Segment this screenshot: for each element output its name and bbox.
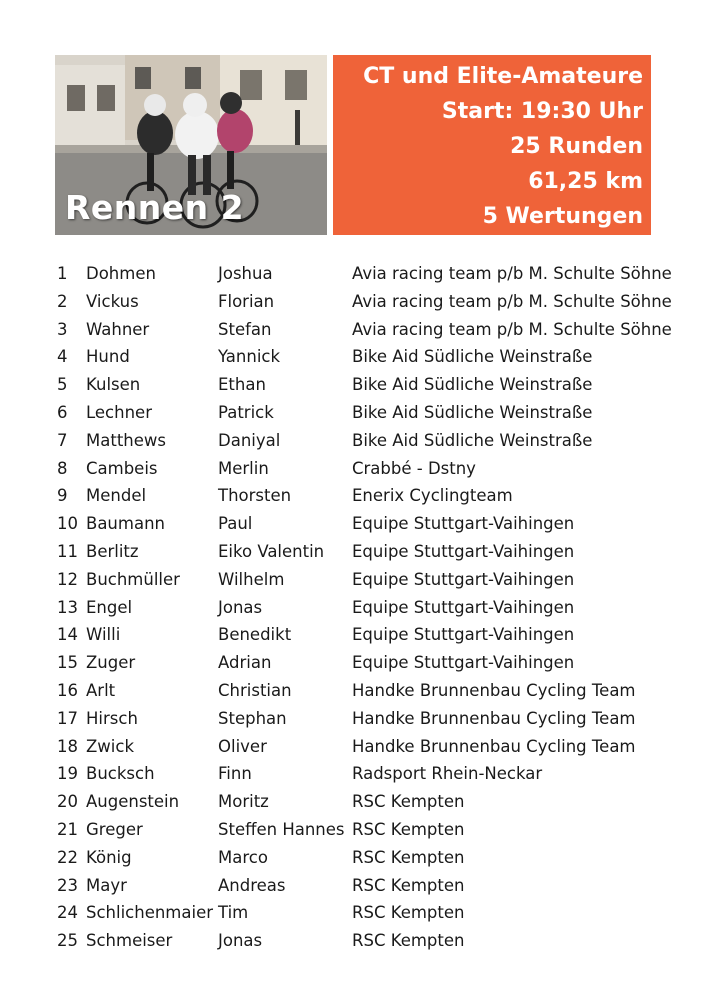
rider-last-name: Hund (86, 347, 130, 367)
rider-row (57, 899, 677, 927)
rider-first-name: Stephan (218, 708, 287, 728)
rider-first-name: Yannick (218, 347, 281, 367)
rider-team: Crabbé - Dstny (352, 458, 476, 478)
rider-first-name: Joshua (218, 264, 273, 283)
rider-last-name: Vickus (86, 291, 139, 311)
rider-number: 21 (57, 819, 78, 839)
rider-number: 24 (57, 903, 78, 923)
rider-last-name: Willi (86, 625, 121, 645)
race-category: CT und Elite-Amateure (363, 64, 643, 89)
rider-row (57, 705, 677, 733)
rider-first-name: Ethan (218, 375, 266, 395)
rider-number: 5 (57, 375, 68, 395)
race-photo (55, 55, 327, 235)
rider-row (57, 733, 677, 761)
rider-number: 4 (57, 347, 68, 367)
rider-first-name: Finn (218, 764, 252, 784)
rider-number: 18 (57, 736, 78, 756)
rider-number: 17 (57, 708, 78, 728)
rider-team: RSC Kempten (352, 931, 465, 951)
rider-first-name: Paul (218, 514, 253, 534)
rider-row (57, 482, 677, 510)
rider-last-name: Schmeiser (86, 931, 173, 951)
rider-number: 14 (57, 625, 78, 645)
race-start-time: Start: 19:30 Uhr (441, 99, 643, 124)
rider-row (57, 316, 677, 344)
rider-number: 23 (57, 875, 78, 895)
rider-first-name: Patrick (218, 402, 274, 422)
rider-last-name: Zwick (86, 736, 135, 756)
rider-first-name: Jonas (218, 931, 263, 951)
rider-first-name: Stefan (218, 319, 272, 339)
rider-number: 25 (57, 931, 78, 951)
rider-last-name: Wahner (86, 319, 150, 339)
rider-last-name: Matthews (86, 430, 166, 450)
rider-row (57, 927, 677, 955)
race-title: Rennen 2 (65, 188, 245, 227)
rider-first-name: Adrian (218, 653, 272, 673)
rider-first-name: Daniyal (218, 430, 281, 450)
rider-team: Avia racing team p/b M. Schulte Söhne (352, 319, 672, 339)
rider-first-name: Benedikt (218, 625, 292, 645)
rider-number: 12 (57, 569, 78, 589)
rider-team: Equipe Stuttgart-Vaihingen (352, 625, 575, 645)
rider-row (57, 788, 677, 816)
rider-number: 20 (57, 792, 78, 812)
rider-first-name: Jonas (218, 597, 263, 617)
rider-row (57, 566, 677, 594)
rider-first-name: Christian (218, 680, 292, 700)
rider-last-name: Hirsch (86, 708, 138, 728)
rider-team: Radsport Rhein-Neckar (352, 764, 543, 784)
rider-number: 3 (57, 319, 68, 339)
rider-first-name: Marco (218, 847, 268, 867)
rider-number: 13 (57, 597, 78, 617)
rider-team: Handke Brunnenbau Cycling Team (352, 708, 636, 728)
rider-row (57, 288, 677, 316)
rider-team: Equipe Stuttgart-Vaihingen (352, 597, 575, 617)
rider-team: Avia racing team p/b M. Schulte Söhne (352, 264, 672, 283)
rider-first-name: Thorsten (218, 486, 292, 506)
race-sprints: 5 Wertungen (482, 204, 643, 229)
rider-first-name: Wilhelm (218, 569, 285, 589)
rider-team: RSC Kempten (352, 792, 465, 812)
rider-team: Handke Brunnenbau Cycling Team (352, 680, 636, 700)
rider-number: 9 (57, 486, 68, 506)
rider-last-name: Lechner (86, 402, 152, 422)
race-info-box (333, 55, 651, 235)
rider-row (57, 538, 677, 566)
rider-row (57, 427, 677, 455)
rider-row (57, 621, 677, 649)
rider-team: RSC Kempten (352, 903, 465, 923)
rider-row (57, 872, 677, 900)
rider-team: Enerix Cyclingteam (352, 486, 513, 506)
rider-team: Equipe Stuttgart-Vaihingen (352, 569, 575, 589)
rider-team: Bike Aid Südliche Weinstraße (352, 430, 593, 450)
rider-last-name: Engel (86, 597, 133, 617)
rider-team: Handke Brunnenbau Cycling Team (352, 736, 636, 756)
rider-last-name: Zuger (86, 653, 136, 673)
rider-team: Bike Aid Südliche Weinstraße (352, 402, 593, 422)
rider-row (57, 371, 677, 399)
rider-last-name: Greger (86, 819, 143, 839)
race-laps: 25 Runden (510, 134, 643, 159)
rider-last-name: Dohmen (86, 264, 156, 283)
rider-number: 7 (57, 430, 68, 450)
rider-number: 19 (57, 764, 78, 784)
rider-row (57, 343, 677, 371)
rider-number: 16 (57, 680, 78, 700)
rider-row (57, 844, 677, 872)
rider-team: RSC Kempten (352, 819, 465, 839)
rider-list (57, 260, 677, 955)
rider-team: Equipe Stuttgart-Vaihingen (352, 514, 575, 534)
rider-team: RSC Kempten (352, 875, 465, 895)
rider-last-name: Kulsen (86, 375, 141, 395)
rider-first-name: Tim (218, 903, 249, 923)
rider-team: Equipe Stuttgart-Vaihingen (352, 541, 575, 561)
rider-row (57, 399, 677, 427)
rider-first-name: Andreas (218, 875, 286, 895)
rider-first-name: Oliver (218, 736, 267, 756)
rider-row (57, 677, 677, 705)
rider-first-name: Moritz (218, 792, 269, 812)
rider-number: 1 (57, 264, 68, 283)
rider-number: 15 (57, 653, 78, 673)
rider-number: 10 (57, 514, 78, 534)
rider-number: 11 (57, 541, 78, 561)
rider-team: Bike Aid Südliche Weinstraße (352, 375, 593, 395)
rider-team: Bike Aid Südliche Weinstraße (352, 347, 593, 367)
rider-last-name: Bucksch (86, 764, 155, 784)
rider-last-name: Mayr (86, 875, 127, 895)
rider-row (57, 760, 677, 788)
rider-last-name: Augenstein (86, 792, 180, 812)
rider-team: Avia racing team p/b M. Schulte Söhne (352, 291, 672, 311)
rider-first-name: Florian (218, 291, 275, 311)
rider-number: 22 (57, 847, 78, 867)
rider-first-name: Steffen Hannes (218, 819, 345, 839)
rider-row (57, 816, 677, 844)
rider-number: 2 (57, 291, 68, 311)
rider-row (57, 260, 677, 288)
rider-last-name: Schlichenmaier (86, 903, 214, 923)
rider-last-name: Cambeis (86, 458, 158, 478)
rider-team: RSC Kempten (352, 847, 465, 867)
rider-number: 6 (57, 402, 68, 422)
rider-last-name: König (86, 847, 132, 867)
rider-first-name: Eiko Valentin (218, 541, 325, 561)
rider-last-name: Arlt (86, 680, 116, 700)
rider-first-name: Merlin (218, 458, 269, 478)
rider-team: Equipe Stuttgart-Vaihingen (352, 653, 575, 673)
rider-last-name: Berlitz (86, 541, 139, 561)
rider-row (57, 510, 677, 538)
rider-last-name: Mendel (86, 486, 147, 506)
rider-last-name: Buchmüller (86, 569, 180, 589)
rider-row (57, 455, 677, 483)
rider-number: 8 (57, 458, 68, 478)
rider-row (57, 594, 677, 622)
race-distance: 61,25 km (528, 169, 643, 194)
rider-row (57, 649, 677, 677)
rider-last-name: Baumann (86, 514, 165, 534)
